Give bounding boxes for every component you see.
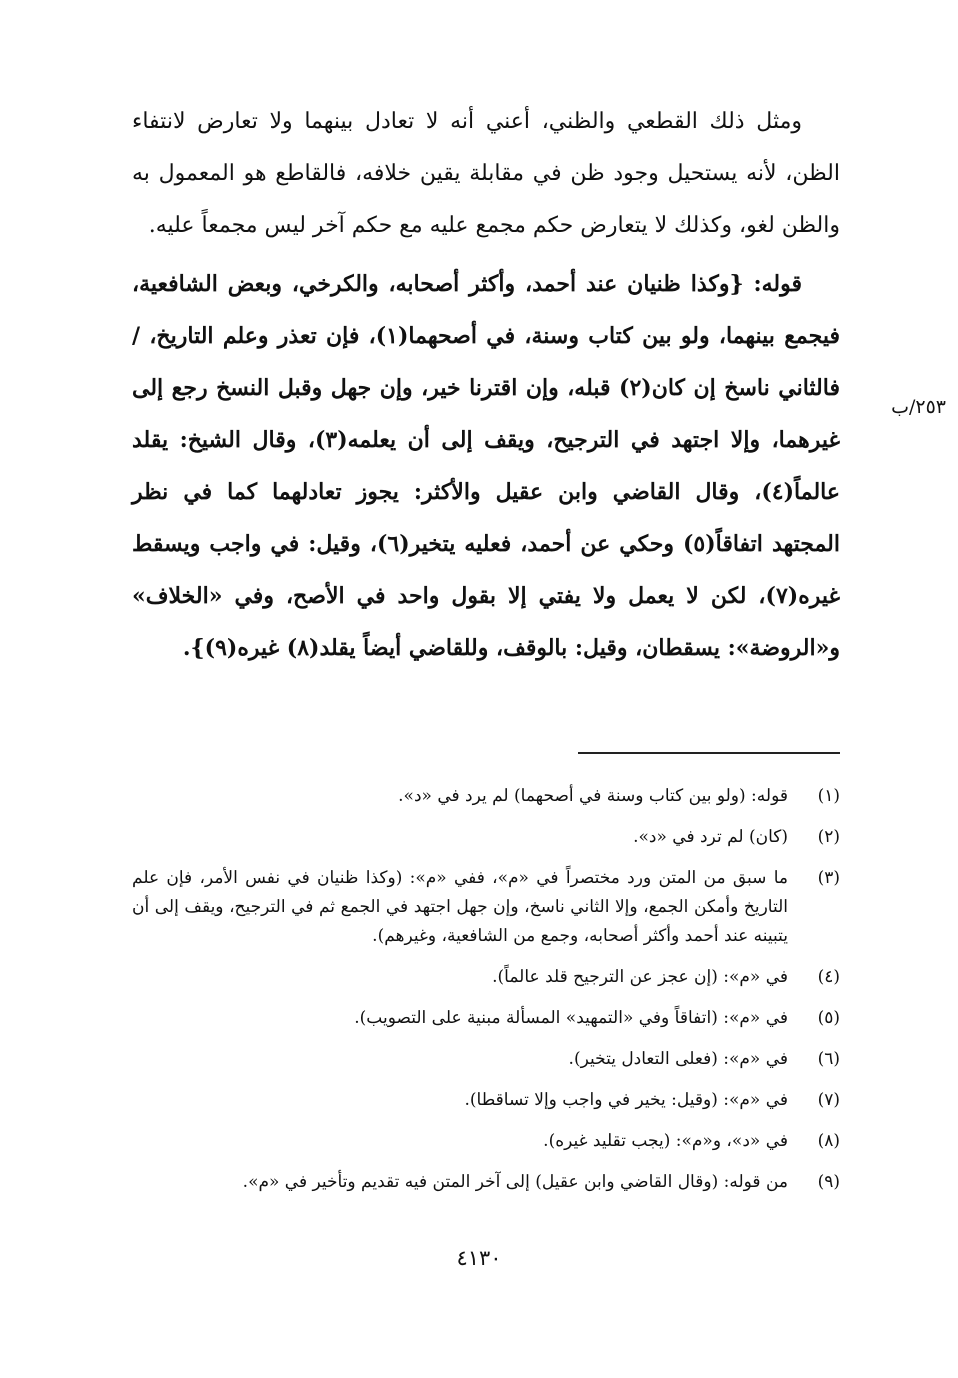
matn-paragraph: قوله: {وكذا ظنيان عند أحمد، وأكثر أصحابه، والكرخي، وبعض الشافعية، فيجمع بينهما، ولو بين كتاب وسنة، في أصحهما(١)، فإن تعذر وعلم التاريخ، / فالثاني ناسخ إن كان(٢) قبله، وإن اقترنا خير، وإن جهل وقبل النسخ رجع إلى غيرهما، وإلا اجتهد في الترجيح، ويقف إلى أن يعلمه(٣)، وقال الشيخ: يقلد عالماً(٤)، وقال القاضي وابن عقيل والأكثر: يجوز تعادلهما كما في نظر المجتهد اتفاقاً(٥) وحكي عن أحمد، فعليه يتخير(٦)، وقيل: في واجب ويسقط غيره(٧)، لكن لا يعمل ولا يفتي إلا بقول واحد في الأصح، وفي «الخلاف» و«الروضة»: يسقطان، وقيل: بالوقف، وللقاضي أيضاً يقلد(٨) غيره(٩)}. — [132, 271, 841, 661]
footnote-number: (٩) — [817, 1172, 840, 1192]
footnote-number: (٣) — [817, 868, 840, 888]
footnote-item — [132, 1045, 840, 1074]
footnote-text: في «د»، و«م»: (يجب تقليد غيره). — [543, 1131, 788, 1151]
footnote-text: في «م»: (اتفاقاً وفي «التمهيد» المسألة مبنية على التصويب). — [354, 1008, 788, 1028]
page-number: ٤١٣٠ — [456, 1246, 502, 1270]
manuscript-folio-marker: ٢٥٣/ب — [891, 396, 946, 418]
footnote-item — [132, 963, 840, 992]
footnote-number: (٥) — [817, 1008, 840, 1028]
footnote-text: قوله: (ولو بين كتاب وسنة في أصحهما) لم يرد في «د». — [398, 786, 788, 806]
main-text — [132, 96, 840, 674]
footnote-item — [132, 1168, 840, 1197]
footnote-item — [132, 823, 840, 852]
footnote-number: (٨) — [817, 1131, 840, 1151]
footnote-item — [132, 1086, 840, 1115]
footnote-text: ما سبق من المتن ورد مختصراً في «م»، ففي «م»: (وكذا ظنيان في نفس الأمر، فإن علم التاريخ وأمكن الجمع، وإلا الثاني ناسخ، وإن جهل اجتهد في الجمع ثم في الترجيح، ويقف إلى أن يتبينه عند أحمد وأكثر أصحابه، وجمع من الشافعية، وغيرهم). — [132, 868, 788, 946]
footnote-number: (٢) — [817, 827, 840, 847]
footnotes — [132, 782, 840, 1209]
footnote-item — [132, 1127, 840, 1156]
footnote-text: في «م»: (إن عجز عن الترجيح قلد عالماً). — [492, 967, 788, 987]
footnote-item — [132, 782, 840, 811]
commentary-paragraph: ومثل ذلك القطعي والظني، أعني أنه لا تعادل بينهما ولا تعارض لانتفاء الظن، لأنه يستحيل وجود ظن في مقابلة يقين خلافه، فالقاطع هو المعمول به والظن لغو، وكذلك لا يتعارض حكم مجمع عليه مع حكم آخر ليس مجمعاً عليه. — [132, 109, 840, 238]
footnote-text: في «م»: (وقيل: يخير في واجب وإلا تساقطا). — [464, 1090, 788, 1110]
footnote-item — [132, 864, 840, 951]
footnote-number: (٧) — [817, 1090, 840, 1110]
footnote-number: (٦) — [817, 1049, 840, 1069]
footnote-number: (١) — [817, 786, 840, 806]
footnote-number: (٤) — [817, 967, 840, 987]
footnote-text: في «م»: (فعلى التعادل يتخير). — [568, 1049, 788, 1069]
footnote-item — [132, 1004, 840, 1033]
footnote-text: (كان) لم ترد في «د». — [633, 827, 788, 847]
footnote-text: من قوله: (وقال القاضي وابن عقيل) إلى آخر المتن فيه تقديم وتأخير في «م». — [242, 1172, 788, 1192]
footnote-separator — [578, 752, 840, 754]
